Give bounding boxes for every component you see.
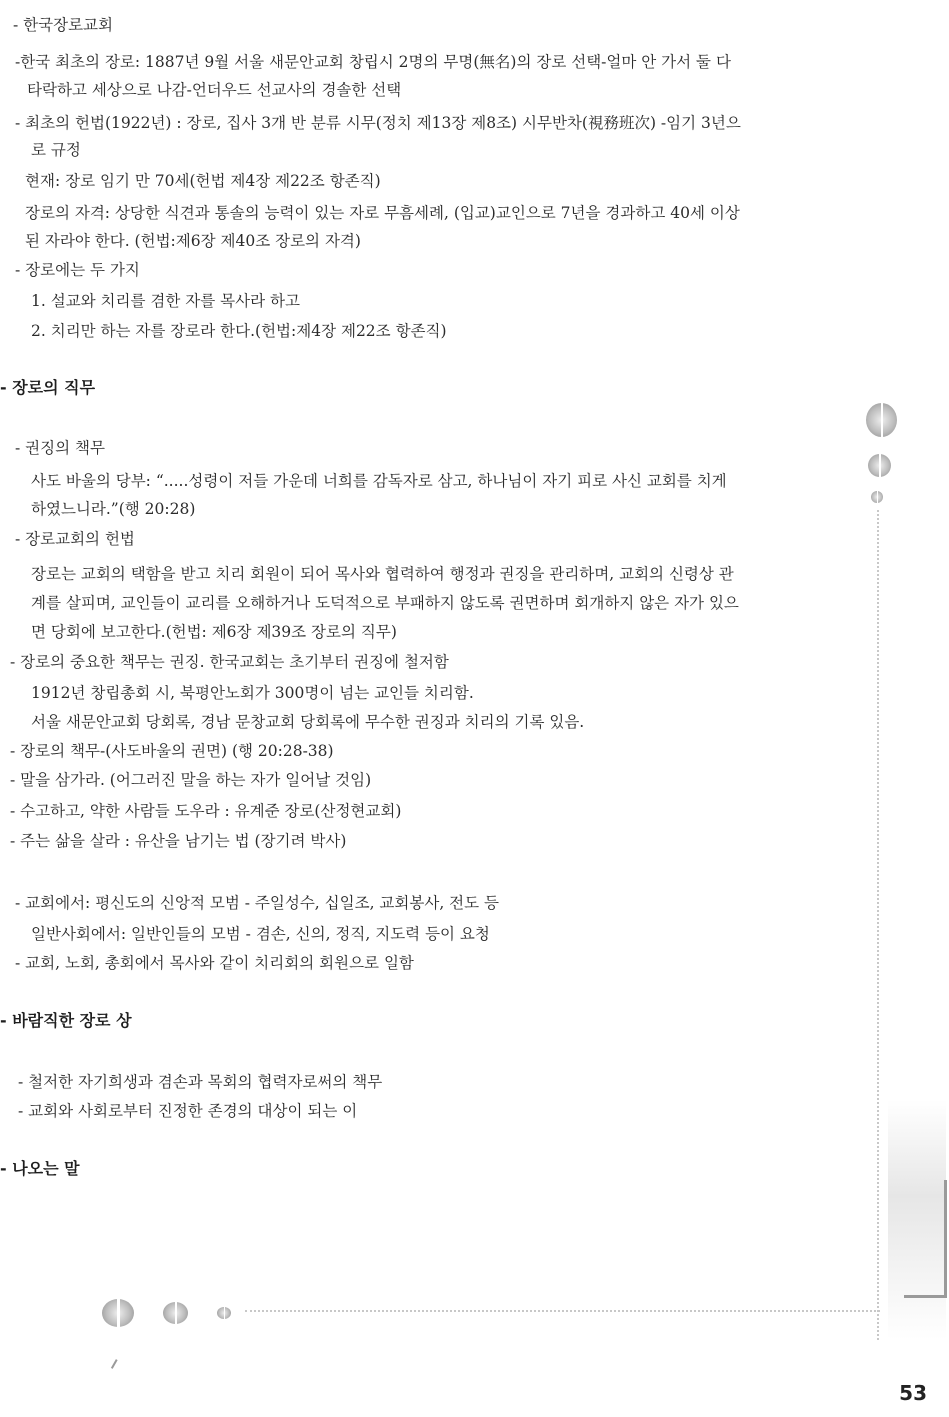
section-heading: - 바람직한 장로 상 [0,1011,132,1030]
decorative-circle [868,454,891,477]
text-line: 일반사회에서: 일반인들의 모범 - 겸손, 신의, 정직, 지도력 등이 요청 [31,925,490,943]
text-line: 2. 치리만 하는 자를 장로라 한다.(헌법:제4장 제22조 항존직) [31,322,447,340]
text-line: 계를 살피며, 교인들이 교리를 오해하거나 도덕적으로 부패하지 않도록 권면하며 회개하지 않은 자가 있으 [31,594,739,612]
text-line: - 장로교회의 헌법 [15,530,135,548]
text-line: - 권징의 책무 [15,439,105,457]
text-line: -한국 최초의 장로: 1887년 9월 서울 새문안교회 창립시 2명의 무명(無名)의 장로 선택-얼마 안 가서 둘 다 [15,53,731,71]
text-line: - 한국장로교회 [13,16,114,34]
text-line: 하였느니라.”(행 20:28) [31,500,196,518]
decorative-circle [871,491,883,503]
decorative-circle [163,1302,188,1324]
text-line: 서울 새문안교회 당회록, 경남 문창교회 당회록에 무수한 권징과 치리의 기록 있음. [31,713,585,731]
decorative-mark [111,1359,121,1371]
text-line: 면 당회에 보고한다.(헌법: 제6장 제39조 장로의 직무) [31,623,397,641]
text-line: 장로의 자격: 상당한 식견과 통솔의 능력이 있는 자로 무흠세례, (입교)교인으로 7년을 경과하고 40세 이상 [25,204,740,222]
text-line: - 교회에서: 평신도의 신앙적 모범 - 주일성수, 십일조, 교회봉사, 전도 등 [15,894,500,912]
section-heading: - 나오는 말 [0,1159,80,1178]
text-line: - 철저한 자기희생과 겸손과 목회의 협력자로써의 책무 [18,1073,383,1091]
text-line: 1. 설교와 치리를 겸한 자를 목사라 하고 [31,292,300,310]
decorative-circle [866,403,897,437]
text-line: - 장로의 책무-(사도바울의 권면) (행 20:28-38) [10,742,334,760]
decorative-bracket [904,1180,947,1298]
decorative-dotted-line [245,1310,880,1312]
text-line: - 수고하고, 약한 사람들 도우라 : 유계준 장로(산정현교회) [10,802,402,820]
text-line: - 최초의 헌법(1922년) : 장로, 집사 3개 반 분류 시무(정치 제13장 제8조) 시무반차(視務班次) -임기 3년으 [15,114,741,132]
decorative-circle [102,1299,134,1327]
text-line: - 말을 삼가라. (어그러진 말을 하는 자가 일어날 것임) [10,771,372,789]
text-line: 사도 바울의 당부: “.....성령이 저들 가운데 너희를 감독자로 삼고, 하나님이 자기 피로 사신 교회를 치게 [31,472,727,490]
decorative-dotted-line [877,510,879,1340]
page-number: 53 [899,1381,927,1405]
text-line: 로 규정 [31,141,81,159]
text-line: 장로는 교회의 택함을 받고 치리 회원이 되어 목사와 협력하여 행정과 권징을 관리하며, 교회의 신령상 관 [31,565,734,583]
text-line: - 주는 삶을 살라 : 유산을 남기는 법 (장기려 박사) [10,832,347,850]
text-line: - 교회, 노회, 총회에서 목사와 같이 치리회의 회원으로 일함 [15,954,414,972]
section-heading: - 장로의 직무 [0,378,96,397]
decorative-circle [217,1307,231,1319]
text-line: - 장로에는 두 가지 [15,261,140,279]
text-line: 1912년 창립총회 시, 북평안노회가 300명이 넘는 교인들 치리함. [31,684,474,702]
text-line: 타락하고 세상으로 나감-언더우드 선교사의 경솔한 선택 [27,81,402,99]
text-line: 된 자라야 한다. (헌법:제6장 제40조 장로의 자격) [25,232,361,250]
text-line: - 장로의 중요한 책무는 권징. 한국교회는 초기부터 권징에 철저함 [10,653,449,671]
text-line: 현재: 장로 임기 만 70세(헌법 제4장 제22조 항존직) [25,172,381,190]
text-line: - 교회와 사회로부터 진정한 존경의 대상이 되는 이 [18,1102,358,1120]
